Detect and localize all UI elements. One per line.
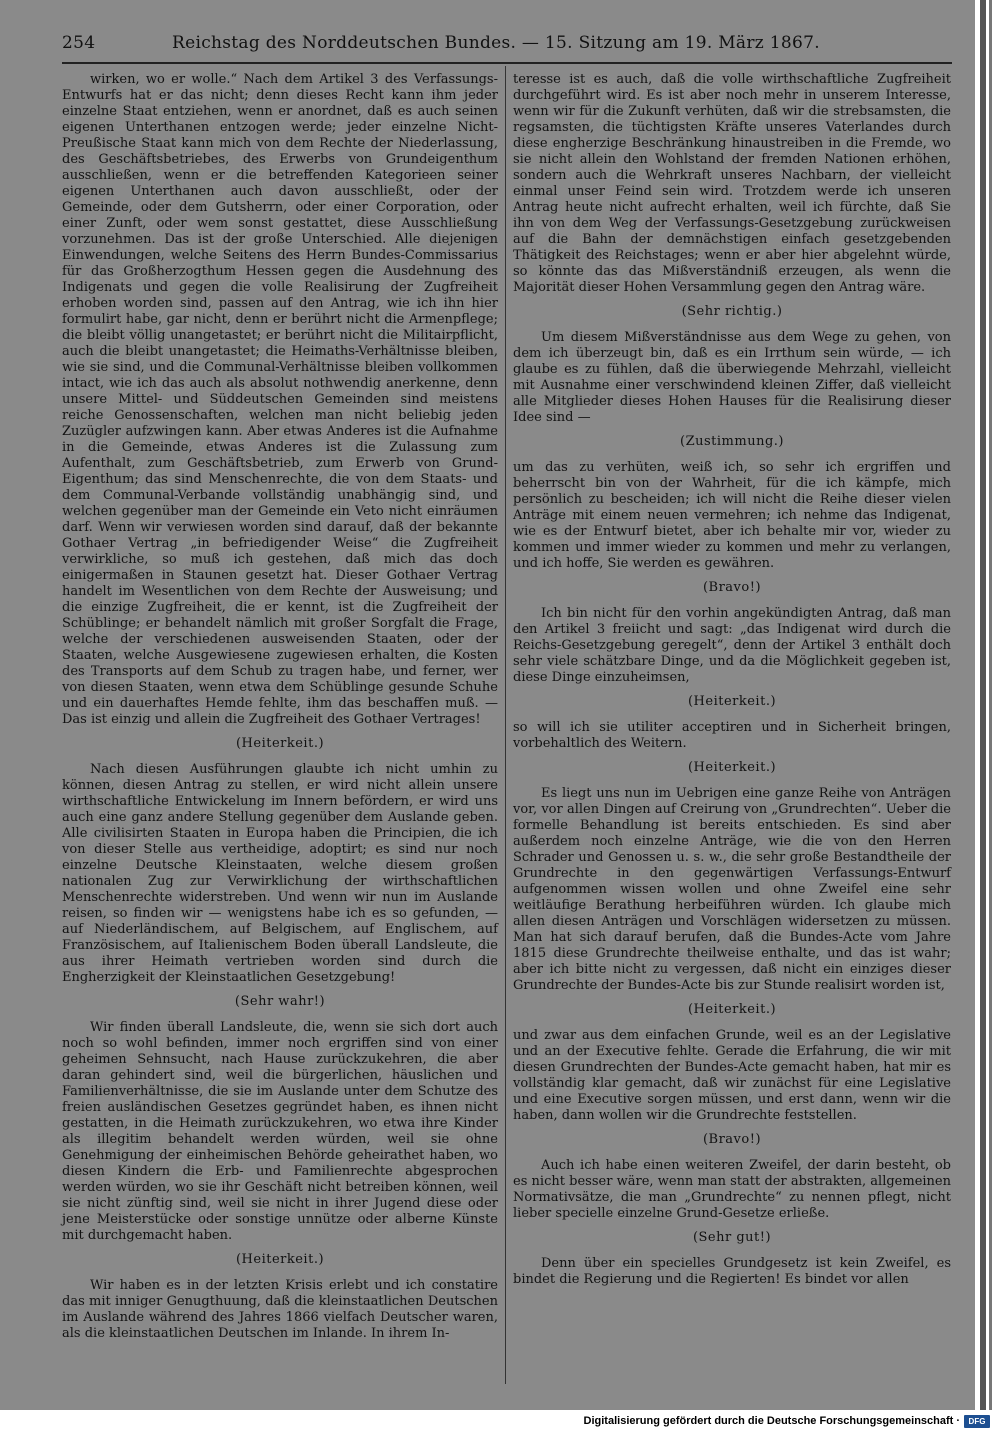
page-header	[62, 32, 952, 54]
paragraph: Auch ich habe einen weiteren Zweifel, der darin besteht, ob es nicht besser wäre, wenn man statt der abstrakten, allgemeinen Normativsätze, die man „Grundrechte“ zu nennen pflegt, nicht lieber specielle einzelne Grund-Gesetze erließe.	[513, 1158, 951, 1221]
paragraph: Um diesem Mißverständnisse aus dem Wege zu gehen, von dem ich überzeugt bin, daß es ein Irrthum sein würde, — ich glaube es zu fühlen, daß die überwiegende Mehrzahl, vielleicht mit Ausnahme einer verschwindend kleinen Ziffer, daß vielleicht alle Mitglieder dieses Hohen Hauses für die Realisirung dieser Idee sind —	[513, 330, 951, 425]
interjection: (Heiterkeit.)	[687, 760, 777, 775]
paragraph: und zwar aus dem einfachen Grunde, weil es an der Legislative und an der Executive fehlte. Gerade die Erfahrung, die wir mit diesen Grundrechten der Bundes-Acte gemacht haben, hat mir es vollständig klar gemacht, daß wir zunächst für eine Legislative und eine Executive sorgen müssen, und erst dann, wenn wir die haben, dann wollen wir die Grundrechte feststellen.	[513, 1028, 951, 1123]
interjection: (Bravo!)	[702, 580, 762, 595]
paragraph: Wir haben es in der letzten Krisis erlebt und ich constatire das mit inniger Genugthuung, daß die kleinstaatlichen Deutschen im Auslande während des Jahres 1866 vielfach Deutscher waren, als die kleinstaatlichen Deutschen im Inlande. In ihrem In-	[62, 1278, 498, 1341]
running-title: Reichstag des Norddeutschen Bundes. — 15. Sitzung am 19. März 1867.	[172, 33, 820, 53]
interjection: (Heiterkeit.)	[235, 736, 325, 751]
paragraph: um das zu verhüten, weiß ich, so sehr ich ergriffen und beherrscht bin von der Wahrheit, für die ich kämpfe, mich persönlich zu bescheiden; ich will nicht die Reihe dieser vielen Anträge mit einem neuen vermehren; ich nehme das Indigenat, wie es der Entwurf bietet, aber ich behalte mir vor, wieder zu kommen und immer wieder zu kommen und mehr zu verlangen, und ich hoffe, Sie werden es gewähren.	[513, 460, 951, 571]
scan-edge-strip	[989, 0, 992, 1410]
footer-credit: Digitalisierung gefördert durch die Deutsche Forschungsgemeinschaft	[583, 1415, 954, 1427]
interjection: (Heiterkeit.)	[687, 694, 777, 709]
interjection: (Sehr richtig.)	[681, 304, 783, 319]
paragraph: so will ich sie utiliter acceptiren und in Sicherheit bringen, vorbehaltlich des Weitern.	[513, 720, 951, 751]
footer	[0, 1410, 1000, 1432]
dfg-logo-icon: DFG	[964, 1415, 990, 1428]
scan-edge-strip	[980, 0, 986, 1410]
interjection: (Sehr gut!)	[692, 1230, 772, 1245]
footer-separator: ·	[956, 1415, 960, 1427]
interjection: (Bravo!)	[702, 1132, 762, 1147]
scan-edge	[975, 0, 1000, 1410]
right-column	[513, 72, 951, 1288]
interjection: (Zustimmung.)	[680, 434, 784, 449]
paragraph: Ich bin nicht für den vorhin angekündigten Antrag, daß man den Artikel 3 freiicht und sagt: „das Indigenat wird durch die Reichs-Gesetzgebung geregelt“, denn der Artikel 3 enthält doch sehr viele schätzbare Dinge, und da die Möglichkeit gegeben ist, diese Dinge einzuheimsen,	[513, 606, 951, 685]
paragraph: Denn über ein specielles Grundgesetz ist kein Zweifel, es bindet die Regierung und die Regierten! Es bindet vor allen	[513, 1256, 951, 1287]
interjection: (Heiterkeit.)	[235, 1252, 325, 1267]
paragraph: Es liegt uns nun im Uebrigen eine ganze Reihe von Anträgen vor, vor allen Dingen auf Creirung von „Grundrechten“. Ueber die formelle Behandlung ist bereits entschieden. Es sind aber außerdem noch einzelne Anträge, wie die von den Herren Schrader und Genossen u. s. w., die sehr große Bestandtheile der Grundrechte in den gegenwärtigen Verfassungs-Entwurf aufgenommen wissen wollen und ohne Zweifel eine sehr weitläufige Berathung herbeiführen würden. Ich glaube mich allen diesen Anträgen und Vorschlägen widersetzen zu müssen. Man hat sich darauf berufen, daß die Bundes-Acte vom Jahre 1815 diese Grundrechte theilweise enthalte, und das ist wahr; aber ich bitte nicht zu vergessen, daß nicht ein einziges dieser Grundrechte der Bundes-Acte bis zur Stunde realisirt worden ist,	[513, 786, 951, 993]
paragraph: teresse ist es auch, daß die volle wirthschaftliche Zugfreiheit durchgeführt wird. Es ist aber noch mehr in unserem Interesse, wenn wir für die Zukunft verhüten, daß wir die strebsamsten, die regsamsten, die tüchtigsten Kräfte unseres Vaterlandes durch diese engherzige Beschränkung hinaustreiben in die Fremde, wo sie nicht allein den Wohlstand der fremden Nationen erhöhen, sondern auch die Wehrkraft unseres Nachbarn, der vielleicht einmal unser Feind sein wird. Trotzdem werde ich unseren Antrag heute nicht aufrecht erhalten, weil ich fürchte, daß Sie ihn von dem Weg der Verfassungs-Gesetzgebung zurückweisen auf die Bahn der demnächstigen einfach gesetzgebenden Thätigkeit des Reichstages; wenn er aber hier abgelehnt würde, so könnte das das Mißverständniß erzeugen, als wenn die Majorität dieser Hohen Versammlung gegen den Antrag wäre.	[513, 72, 951, 295]
paragraph: Nach diesen Ausführungen glaubte ich nicht umhin zu können, diesen Antrag zu stellen, er wird nicht allein unsere wirthschaftliche Entwickelung im Innern befördern, er wird uns auch eine ganz andere Stellung gegenüber dem Auslande geben. Alle civilisirten Staaten in Europa haben die Principien, die ich von dieser Stelle aus vertheidige, adoptirt; es sind nur noch einzelne Deutsche Kleinstaaten, welche diesem großen nationalen Zug zur Verwirklichung der wirthschaftlichen Menschenrechte widerstreben. Und wenn wir nun im Auslande reisen, so finden wir — wenigstens habe ich es so gefunden, — auf Niederländischem, auf Belgischem, auf Englischem, auf Französischem, auf Italienischem Boden überall Landsleute, die aus ihrer Heimath vertrieben worden sind durch die Engherzigkeit der Kleinstaatlichen Gesetzgebung!	[62, 762, 498, 985]
interjection: (Sehr wahr!)	[234, 994, 326, 1009]
page-number: 254	[62, 33, 96, 53]
header-rule	[62, 62, 952, 64]
paragraph: Wir finden überall Landsleute, die, wenn sie sich dort auch noch so wohl befinden, immer noch ergriffen sind von einer geheimen Sehnsucht, nach Hause zurückzukehren, die aber daran gehindert sind, weil die bürgerlichen, häuslichen und Familienverhältnisse, die sie im Auslande unter dem Schutze des freien ausländischen Gesetzes gegründet haben, es ihnen nicht gestatten, in die Heimath zurückzukehren, wo etwa ihre Kinder als illegitim behandelt werden würden, weil sie ohne Genehmigung der einheimischen Behörde geheirathet haben, wo diesen Kindern die Erb- und Familienrechte abgesprochen werden würden, wo sie ihr Geschäft nicht betreiben können, weil sie nicht zünftig sind, weil sie nicht in ihrer Jugend diese oder jene Meisterstücke oder sonstige unnütze oder alberne Künste mit durchgemacht haben.	[62, 1020, 498, 1243]
column-divider	[505, 66, 506, 1384]
left-column	[62, 72, 498, 1342]
interjection: (Heiterkeit.)	[687, 1002, 777, 1017]
paragraph: wirken, wo er wolle.“ Nach dem Artikel 3 des Verfassungs-Entwurfs hat er das nicht; denn dieses Recht kann ihm jeder einzelne Staat entziehen, wenn er anordnet, daß es auch seinen eigenen Unterthanen entzogen werde; jeder einzelne Nicht-Preußische Staat kann mich von dem Rechte der Niederlassung, des Geschäftsbetriebes, des Erwerbs von Grundeigenthum ausschließen, wenn er die betreffenden Kategorieen seiner eigenen Unterthanen auch davon ausschließt, oder der Gemeinde, oder dem Gutsherrn, oder einer Corporation, oder einer Zunft, oder wem sonst gestattet, diese Ausschließung vorzunehmen. Das ist der große Unterschied. Alle diejenigen Einwendungen, welche Seitens des Herrn Bundes-Commissarius für das Großherzogthum Hessen gegen die Ausdehnung des Indigenats und gegen die volle Realisirung der Zugfreiheit erhoben worden sind, passen auf den Antrag, wie ich ihn hier formulirt habe, gar nicht, denn er berührt nicht die Armenpflege; die bleibt völlig unangetastet; er berührt nicht die Militairpflicht, auch die bleibt unangetastet; die Heimaths-Verhältnisse bleiben, wie sie sind, und die Communal-Verhältnisse bleiben vollkommen intact, wie ich das auch als absolut nothwendig anerkenne, denn unsere Mittel- und Süddeutschen Gemeinden sind meistens reiche Genossenschaften, welchen man nicht beliebig jeden Zuzügler aufzwingen kann. Aber etwas Anderes ist die Aufnahme in die Gemeinde, etwas Anderes ist die Zulassung zum Aufenthalt, zum Geschäftsbetrieb, zum Erwerb von Grund-Eigenthum; das sind Menschenrechte, die von dem Staats- und dem Communal-Verbande vollständig unabhängig sind, und welchen gegenüber man der Gemeinde ein Veto nicht einräumen darf. Wenn wir verwiesen worden sind darauf, daß der bekannte Gothaer Vertrag „in befriedigender Weise“ die Zugfreiheit verwirkliche, so muß ich gestehen, daß mich das doch einigermaßen in Staunen gesetzt hat. Dieser Gothaer Vertrag handelt im Wesentlichen von dem Rechte der Ausweisung; und die einzige Zugfreiheit, die er kennt, ist die Zugfreiheit der Schüblinge; er behandelt nämlich mit großer Sorgfalt die Frage, welche der verschiedenen ausweisenden Staaten, oder der Staaten, welche Ausgewiesene zugewiesen erhalten, die Kosten des Transports auf dem Schub zu tragen habe, und ferner, wer von diesen Staaten, wenn etwa dem Schüblinge gesunde Schuhe und ein dauerhaftes Hemde fehlte, ihm das beschaffen muß. — Das ist einzig und allein die Zugfreiheit des Gothaer Vertrages!	[62, 72, 498, 727]
